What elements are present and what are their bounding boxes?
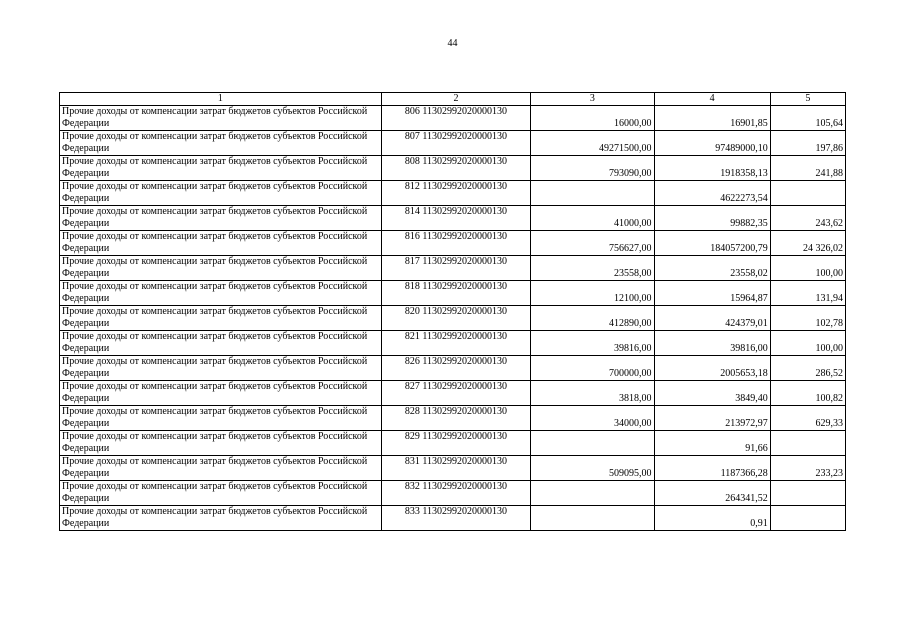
table-row: [60, 206, 846, 231]
row-col5-cell: 100,00: [770, 331, 845, 356]
row-col3-cell: 756627,00: [531, 231, 654, 256]
row-col4-cell: 0,91: [654, 506, 770, 531]
row-code-cell: 806 11302992020000130: [381, 106, 530, 131]
row-col3-cell: [531, 181, 654, 206]
row-name-cell: Прочие доходы от компенсации затрат бюджетов субъектов Российской Федерации: [60, 331, 382, 356]
row-col4-cell: 39816,00: [654, 331, 770, 356]
row-col5-cell: 24 326,02: [770, 231, 845, 256]
row-col5-cell: [770, 481, 845, 506]
row-code-cell: 818 11302992020000130: [381, 281, 530, 306]
row-name-cell: Прочие доходы от компенсации затрат бюджетов субъектов Российской Федерации: [60, 256, 382, 281]
row-col5-cell: 197,86: [770, 131, 845, 156]
row-code-cell: 816 11302992020000130: [381, 231, 530, 256]
table-row: [60, 281, 846, 306]
row-col5-cell: 131,94: [770, 281, 845, 306]
column-header-3: 3: [531, 93, 654, 106]
row-col3-cell: 509095,00: [531, 456, 654, 481]
table-row: [60, 156, 846, 181]
row-col3-cell: 3818,00: [531, 381, 654, 406]
row-col5-cell: 241,88: [770, 156, 845, 181]
row-code-cell: 828 11302992020000130: [381, 406, 530, 431]
row-name-cell: Прочие доходы от компенсации затрат бюджетов субъектов Российской Федерации: [60, 456, 382, 481]
row-col4-cell: 99882,35: [654, 206, 770, 231]
row-name-cell: Прочие доходы от компенсации затрат бюджетов субъектов Российской Федерации: [60, 381, 382, 406]
column-header-2: 2: [381, 93, 530, 106]
table-body: [60, 106, 846, 531]
row-col3-cell: [531, 481, 654, 506]
row-name-cell: Прочие доходы от компенсации затрат бюджетов субъектов Российской Федерации: [60, 156, 382, 181]
page-number: 44: [447, 38, 458, 49]
row-name-cell: Прочие доходы от компенсации затрат бюджетов субъектов Российской Федерации: [60, 406, 382, 431]
row-col3-cell: 793090,00: [531, 156, 654, 181]
row-col4-cell: 16901,85: [654, 106, 770, 131]
row-col4-cell: 213972,97: [654, 406, 770, 431]
table-row: [60, 456, 846, 481]
row-name-cell: Прочие доходы от компенсации затрат бюджетов субъектов Российской Федерации: [60, 306, 382, 331]
budget-table: [59, 92, 846, 531]
row-col5-cell: 629,33: [770, 406, 845, 431]
row-col5-cell: 102,78: [770, 306, 845, 331]
table-header-row: [60, 93, 846, 106]
table-row: [60, 381, 846, 406]
row-col3-cell: 49271500,00: [531, 131, 654, 156]
table-row: [60, 331, 846, 356]
row-name-cell: Прочие доходы от компенсации затрат бюджетов субъектов Российской Федерации: [60, 231, 382, 256]
row-code-cell: 833 11302992020000130: [381, 506, 530, 531]
row-name-cell: Прочие доходы от компенсации затрат бюджетов субъектов Российской Федерации: [60, 431, 382, 456]
row-col5-cell: [770, 181, 845, 206]
column-header-5: 5: [770, 93, 845, 106]
row-name-cell: Прочие доходы от компенсации затрат бюджетов субъектов Российской Федерации: [60, 506, 382, 531]
row-col5-cell: 105,64: [770, 106, 845, 131]
row-col3-cell: 41000,00: [531, 206, 654, 231]
row-col3-cell: [531, 431, 654, 456]
table-row: [60, 181, 846, 206]
row-name-cell: Прочие доходы от компенсации затрат бюджетов субъектов Российской Федерации: [60, 181, 382, 206]
row-name-cell: Прочие доходы от компенсации затрат бюджетов субъектов Российской Федерации: [60, 481, 382, 506]
row-name-cell: Прочие доходы от компенсации затрат бюджетов субъектов Российской Федерации: [60, 281, 382, 306]
row-code-cell: 829 11302992020000130: [381, 431, 530, 456]
row-code-cell: 820 11302992020000130: [381, 306, 530, 331]
row-code-cell: 814 11302992020000130: [381, 206, 530, 231]
row-col3-cell: 412890,00: [531, 306, 654, 331]
row-col4-cell: 264341,52: [654, 481, 770, 506]
row-code-cell: 827 11302992020000130: [381, 381, 530, 406]
row-col3-cell: 23558,00: [531, 256, 654, 281]
table-row: [60, 306, 846, 331]
row-code-cell: 832 11302992020000130: [381, 481, 530, 506]
row-col3-cell: [531, 506, 654, 531]
row-col3-cell: 39816,00: [531, 331, 654, 356]
row-col4-cell: 424379,01: [654, 306, 770, 331]
row-code-cell: 831 11302992020000130: [381, 456, 530, 481]
row-col4-cell: 91,66: [654, 431, 770, 456]
column-header-4: 4: [654, 93, 770, 106]
row-col5-cell: 286,52: [770, 356, 845, 381]
row-col4-cell: 4622273,54: [654, 181, 770, 206]
table-row: [60, 106, 846, 131]
row-code-cell: 821 11302992020000130: [381, 331, 530, 356]
row-col3-cell: 34000,00: [531, 406, 654, 431]
row-col4-cell: 3849,40: [654, 381, 770, 406]
row-code-cell: 812 11302992020000130: [381, 181, 530, 206]
column-header-1: 1: [60, 93, 382, 106]
row-col3-cell: 16000,00: [531, 106, 654, 131]
table-row: [60, 406, 846, 431]
row-name-cell: Прочие доходы от компенсации затрат бюджетов субъектов Российской Федерации: [60, 206, 382, 231]
row-col4-cell: 1918358,13: [654, 156, 770, 181]
row-col5-cell: 100,82: [770, 381, 845, 406]
row-name-cell: Прочие доходы от компенсации затрат бюджетов субъектов Российской Федерации: [60, 131, 382, 156]
table-row: [60, 231, 846, 256]
row-code-cell: 826 11302992020000130: [381, 356, 530, 381]
row-col5-cell: 233,23: [770, 456, 845, 481]
row-code-cell: 817 11302992020000130: [381, 256, 530, 281]
row-col5-cell: [770, 506, 845, 531]
row-name-cell: Прочие доходы от компенсации затрат бюджетов субъектов Российской Федерации: [60, 106, 382, 131]
table-row: [60, 131, 846, 156]
row-col5-cell: 243,62: [770, 206, 845, 231]
row-name-cell: Прочие доходы от компенсации затрат бюджетов субъектов Российской Федерации: [60, 356, 382, 381]
row-col4-cell: 97489000,10: [654, 131, 770, 156]
table-row: [60, 256, 846, 281]
row-col5-cell: [770, 431, 845, 456]
table-row: [60, 481, 846, 506]
row-code-cell: 808 11302992020000130: [381, 156, 530, 181]
row-col4-cell: 15964,87: [654, 281, 770, 306]
row-col4-cell: 184057200,79: [654, 231, 770, 256]
table-row: [60, 356, 846, 381]
row-col3-cell: 700000,00: [531, 356, 654, 381]
row-col4-cell: 23558,02: [654, 256, 770, 281]
row-col5-cell: 100,00: [770, 256, 845, 281]
table-row: [60, 431, 846, 456]
table-row: [60, 506, 846, 531]
row-col4-cell: 2005653,18: [654, 356, 770, 381]
row-col4-cell: 1187366,28: [654, 456, 770, 481]
row-code-cell: 807 11302992020000130: [381, 131, 530, 156]
row-col3-cell: 12100,00: [531, 281, 654, 306]
